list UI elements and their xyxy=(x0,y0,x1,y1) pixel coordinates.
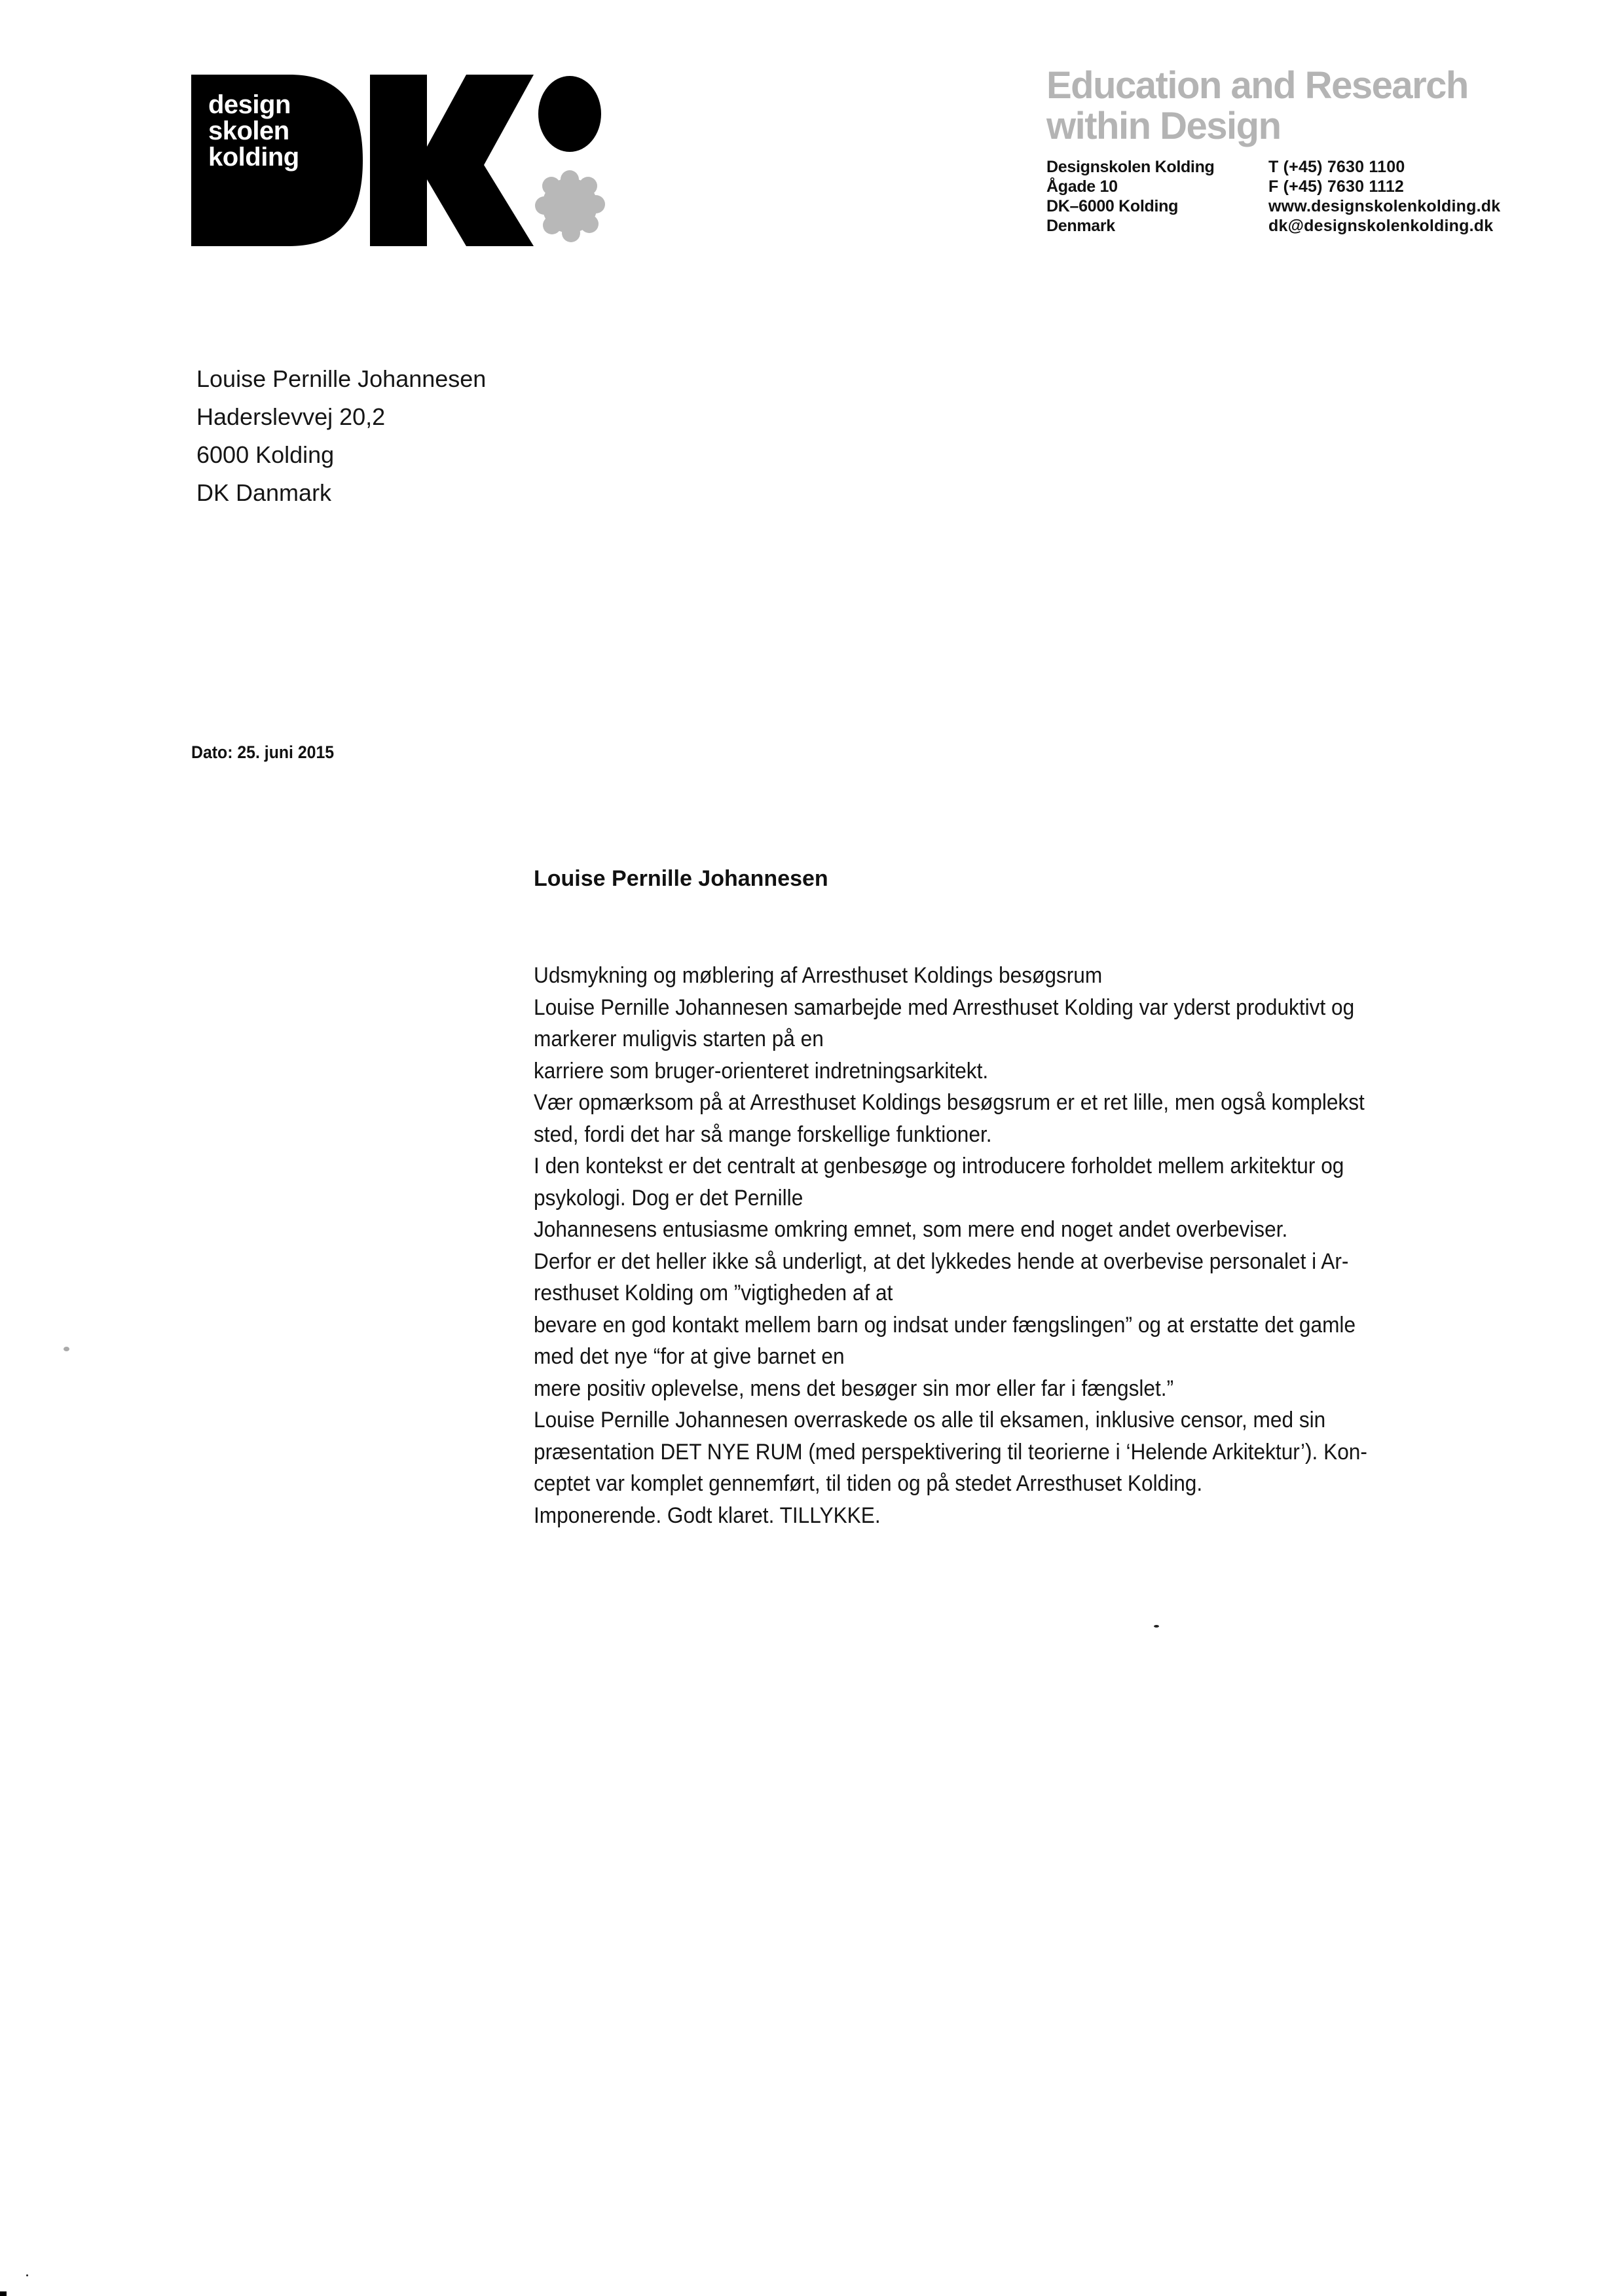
school-fax: F (+45) 7630 1112 xyxy=(1268,177,1405,196)
recipient-country: DK Danmark xyxy=(196,479,332,506)
school-city: DK–6000 Kolding xyxy=(1046,197,1179,215)
recipient-city: 6000 Kolding xyxy=(196,441,335,468)
school-website-link[interactable]: www.designskolenkolding.dk xyxy=(1268,197,1501,215)
logo-word-kolding: kolding xyxy=(208,143,299,172)
tagline-line-1: Education and Research xyxy=(1046,64,1468,107)
body-line: resthuset Kolding om ”vigtigheden af at xyxy=(534,1281,893,1305)
body-line: markerer muligvis starten på en xyxy=(534,1027,824,1051)
body-line: karriere som bruger-orienteret indretningsarkitekt. xyxy=(534,1058,989,1084)
body-line: Louise Pernille Johannesen overraskede os alle til eksamen, inklusive censor, med sin xyxy=(534,1408,1326,1432)
school-name: Designskolen Kolding xyxy=(1046,158,1215,176)
body-line: Johannesens entusiasme omkring emnet, som mere end noget andet overbeviser. xyxy=(534,1217,1288,1242)
body-line: præsentation DET NYE RUM (med perspektivering til teorierne i ‘Helende Arkitektur’). Kon- xyxy=(534,1439,1367,1465)
school-street: Ågade 10 xyxy=(1046,177,1118,196)
body-line: sted, fordi det har så mange forskellige funktioner. xyxy=(534,1121,992,1147)
body-line: Derfor er det heller ikke så underligt, at det lykkedes hende at overbevise personalet i Ar- xyxy=(534,1248,1349,1274)
body-line: Louise Pernille Johannesen samarbejde med Arresthuset Kolding var yderst produktivt og xyxy=(534,994,1355,1020)
scan-speck xyxy=(64,1347,69,1351)
body-line: I den kontekst er det centralt at genbesøge og introducere forholdet mellem arkitektur og xyxy=(534,1154,1344,1178)
school-contact xyxy=(1268,157,1500,236)
letter-subject: Louise Pernille Johannesen xyxy=(534,866,828,891)
designskolen-kolding-logo xyxy=(191,75,605,246)
scan-speck xyxy=(1154,1625,1159,1628)
recipient-street: Haderslevvej 20,2 xyxy=(196,403,386,430)
school-email-link[interactable]: dk@designskolenkolding.dk xyxy=(1268,217,1494,235)
body-line: bevare en god kontakt mellem barn og indsat under fængslingen” og at erstatte det gamle xyxy=(534,1312,1356,1338)
scan-speck xyxy=(26,2274,28,2276)
body-line: mere positiv oplevelse, mens det besøger sin mor eller far i fængslet.” xyxy=(534,1376,1174,1401)
body-line: ceptet var komplet gennemført, til tiden og på stedet Arresthuset Kolding. xyxy=(534,1471,1203,1496)
body-line: Udsmykning og møblering af Arresthuset Koldings besøgsrum xyxy=(534,963,1103,988)
scan-speck xyxy=(0,2291,7,2296)
recipient-name: Louise Pernille Johannesen xyxy=(196,365,487,392)
tagline-line-2: within Design xyxy=(1046,105,1281,147)
school-address xyxy=(1046,157,1215,236)
logo-word-skolen: skolen xyxy=(208,117,289,145)
school-country: Denmark xyxy=(1046,217,1115,235)
body-line: Imponerende. Godt klaret. TILLYKKE. xyxy=(534,1503,881,1528)
recipient-address-block xyxy=(196,360,486,512)
body-line: psykologi. Dog er det Pernille xyxy=(534,1185,803,1211)
letterhead-tagline xyxy=(1046,65,1468,147)
body-line: Vær opmærksom på at Arresthuset Koldings besøgsrum er et ret lille, men også komplekst xyxy=(534,1090,1365,1115)
letter-body xyxy=(534,960,1430,1531)
logo-word-design: design xyxy=(208,90,291,119)
logo-wordmark xyxy=(208,92,299,170)
school-phone: T (+45) 7630 1100 xyxy=(1268,158,1405,176)
letter-date: Dato: 25. juni 2015 xyxy=(191,742,335,762)
body-line: med det nye “for at give barnet en xyxy=(534,1344,845,1369)
